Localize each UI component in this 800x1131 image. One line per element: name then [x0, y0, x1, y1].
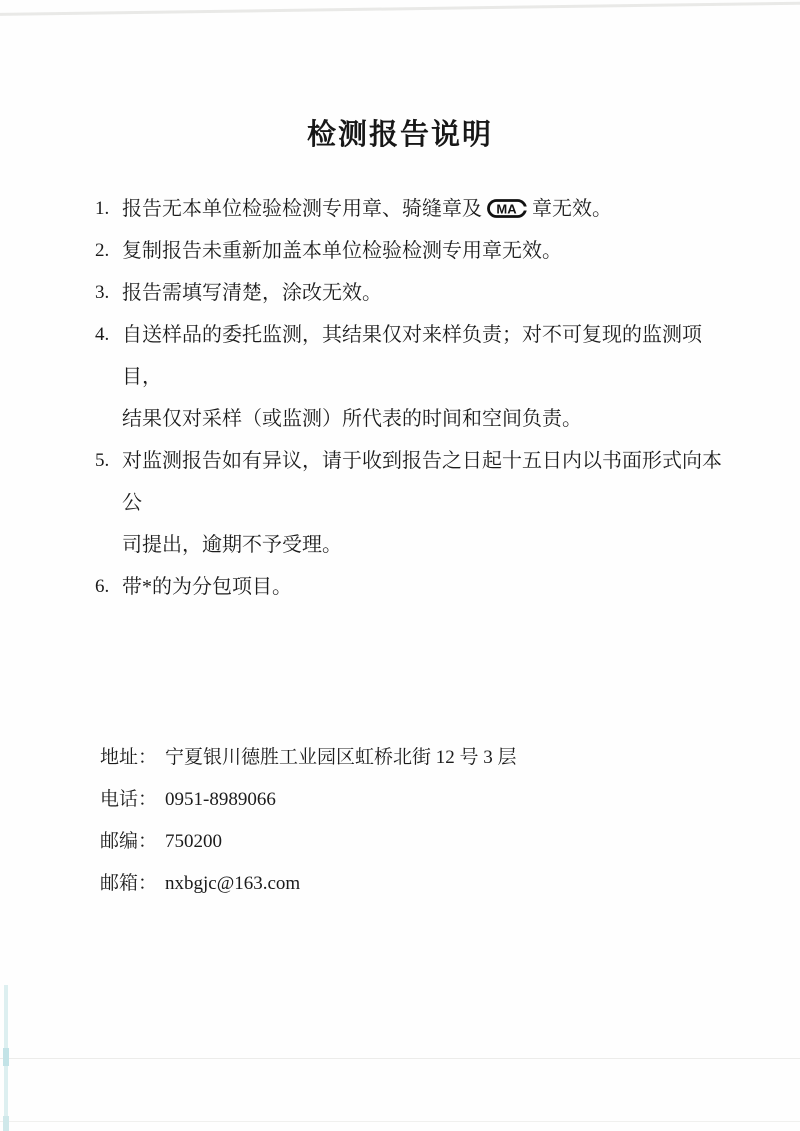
note-number: 1. [95, 198, 110, 219]
contact-value: 750200 [165, 831, 223, 852]
note-text [122, 230, 740, 272]
note-item-3 [95, 272, 740, 314]
note-number: 2. [95, 240, 110, 261]
cma-mark-letters: MA [496, 201, 517, 217]
scan-artifact-line-mid [0, 1058, 800, 1059]
note-item-1 [95, 188, 740, 230]
scan-artifact-line-bottom [0, 1121, 800, 1122]
note-line: 带*的为分包项目。 [122, 576, 292, 598]
contact-label: 电话： [100, 789, 158, 810]
note-text-after-cma: 章无效。 [532, 198, 612, 220]
note-item-4 [95, 314, 740, 440]
note-item-2 [95, 230, 740, 272]
note-line: 司提出，逾期不予受理。 [122, 534, 342, 556]
contact-label: 地址： [100, 747, 158, 768]
note-number: 5. [95, 450, 110, 471]
note-line: 自送样品的委托监测，其结果仅对来样负责；对不可复现的监测项目， [122, 324, 702, 388]
note-text [122, 188, 740, 230]
contact-row-email [100, 863, 720, 905]
scan-artifact-strip-left-segment [3, 1116, 9, 1131]
note-number: 3. [95, 282, 110, 303]
notes-list [95, 188, 740, 608]
note-number: 4. [95, 324, 110, 345]
note-item-6 [95, 566, 740, 608]
contact-value: 0951-8989066 [165, 789, 276, 810]
note-item-5 [95, 440, 740, 566]
note-line: 报告需填写清楚，涂改无效。 [122, 282, 382, 304]
cma-mark-icon [487, 199, 527, 218]
note-text [122, 272, 740, 314]
note-text [122, 566, 740, 608]
note-line: 对监测报告如有异议，请于收到报告之日起十五日内以书面形式向本公 [122, 450, 722, 514]
contact-value: 宁夏银川德胜工业园区虹桥北街 12 号 3 层 [165, 747, 517, 768]
note-text [122, 314, 740, 440]
contact-value: nxbgjc@163.com [165, 873, 301, 894]
contact-label: 邮箱： [100, 873, 158, 894]
note-text [122, 440, 740, 566]
contact-row-phone [100, 779, 720, 821]
scan-edge-line-top [0, 2, 800, 16]
contact-label: 邮编： [100, 831, 158, 852]
note-line: 复制报告未重新加盖本单位检验检测专用章无效。 [122, 240, 562, 262]
note-text-before-cma: 报告无本单位检验检测专用章、骑缝章及 [122, 198, 482, 220]
contact-block [100, 737, 720, 905]
contact-row-postcode [100, 821, 720, 863]
contact-row-address [100, 737, 720, 779]
note-line: 结果仅对采样（或监测）所代表的时间和空间负责。 [122, 408, 582, 430]
page-title: 检测报告说明 [306, 119, 493, 151]
scan-artifact-strip-left-segment [3, 1048, 9, 1066]
note-number: 6. [95, 576, 110, 597]
